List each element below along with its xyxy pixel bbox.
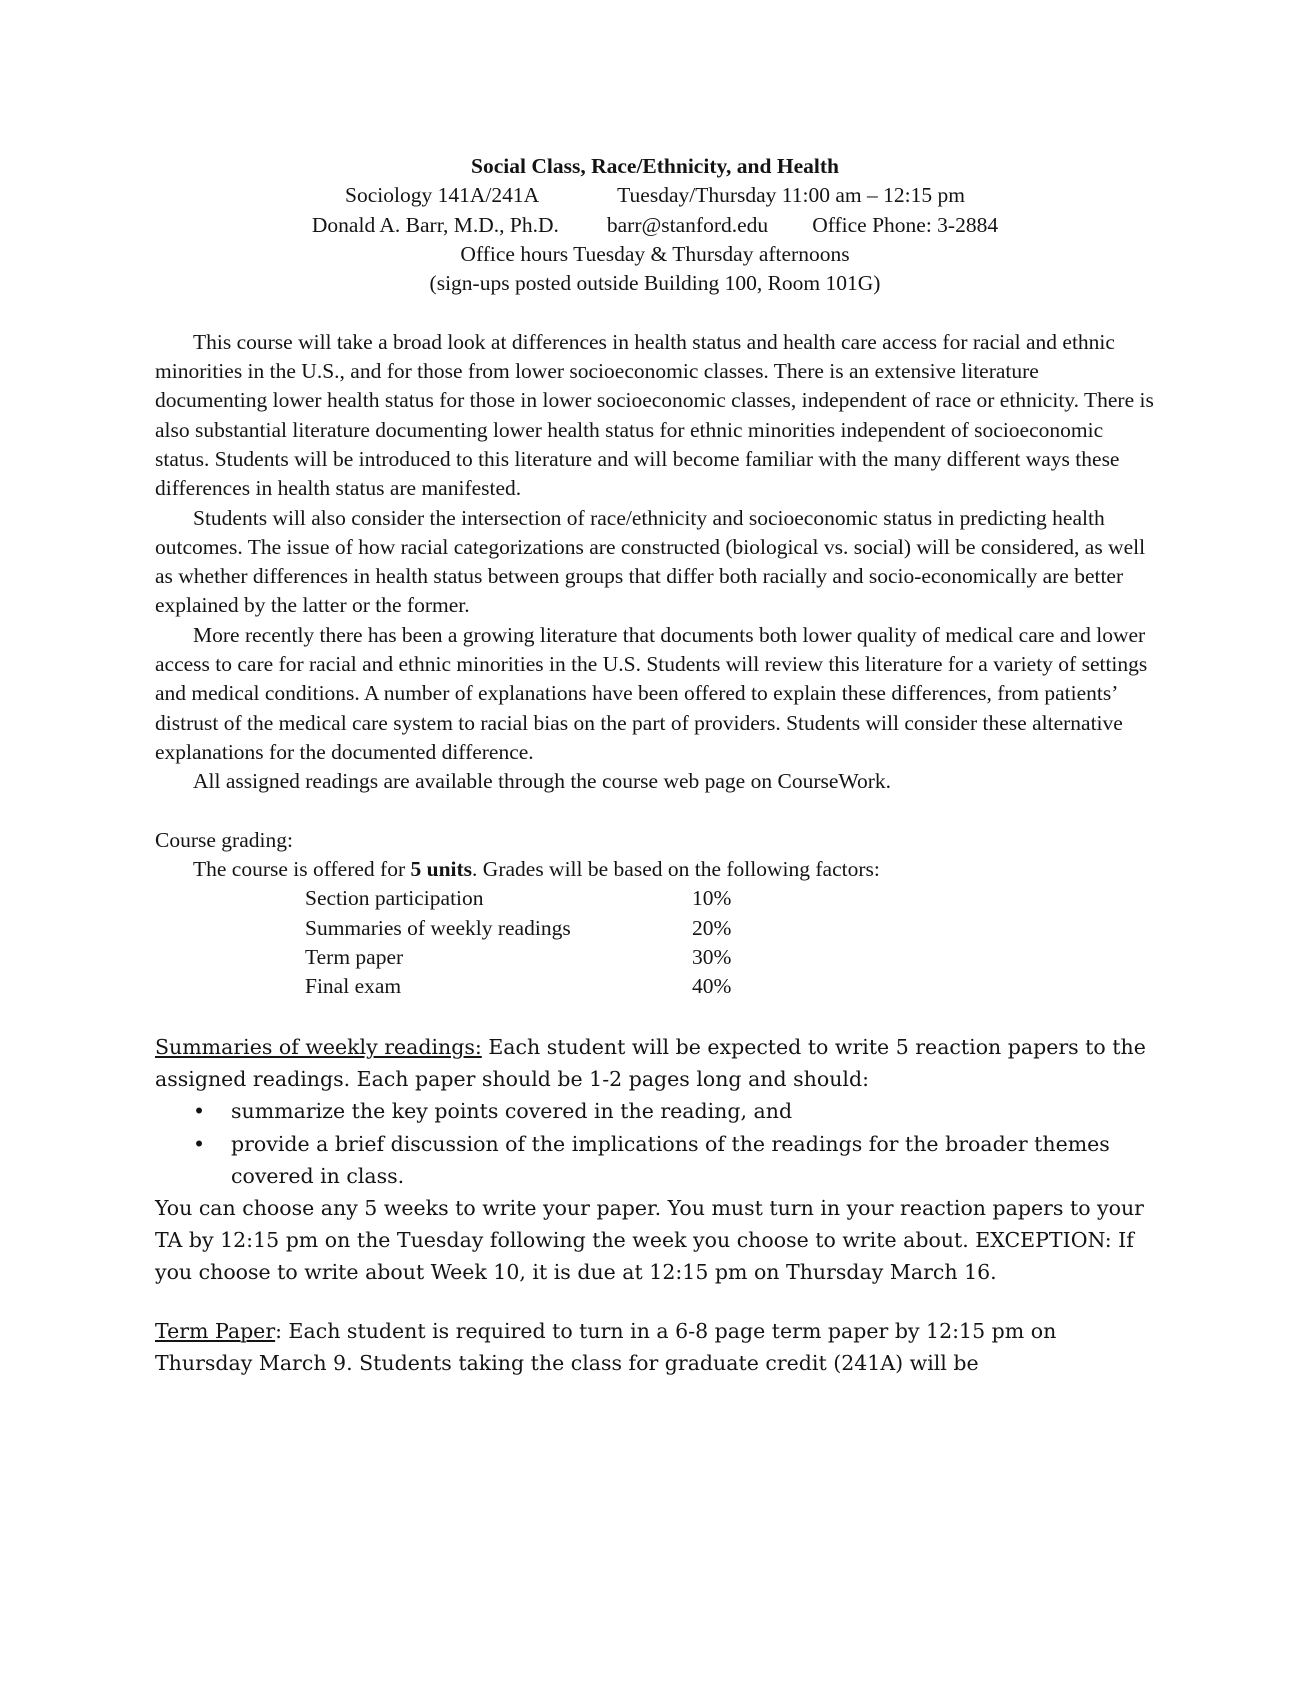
summaries-intro (155, 1031, 1155, 1095)
grading-row (305, 884, 731, 913)
signup-location: (sign-ups posted outside Building 100, Room 101G) (429, 271, 881, 296)
bullet-text: summarize the key points covered in the reading, and (231, 1099, 793, 1124)
grading-intro (155, 855, 1155, 884)
grading-item-label: Final exam (305, 974, 402, 999)
course-number: Sociology 141A/241A (345, 183, 540, 208)
intro-paragraph-1: This course will take a broad look at differences in health status and health care access for racial and ethnic minorities in the U.S., and for those from lower socioeconomic classes. There is an extensive literature documenting lower health status for those in lower socioeconomic classes, independent of race or ethnicity. There is also substantial literature documenting lower health status for ethnic minorities independent of socioeconomic status. Students will be introduced to this literature and will become familiar with the many different ways these differences in health status are manifested. (155, 329, 1154, 501)
intro-paragraph-2: Students will also consider the intersection of race/ethnicity and socioeconomic status in predicting health outcomes. The issue of how racial categorizations are constructed (biological vs. social) will be considered, as well as whether differences in health status between groups that differ both racially and socio-economically are better explained by the latter or the former. (155, 505, 1146, 618)
grading-item-weight: 30% (692, 945, 732, 970)
grading-heading: Course grading: (155, 827, 293, 852)
grading-units: 5 units (410, 857, 473, 882)
grading-item-weight: 20% (692, 915, 732, 940)
term-paper-text-a: : Each student is required to turn in a 6-8 page term paper by 12:15 pm on (275, 1318, 1057, 1343)
term-paper-heading: Term Paper (155, 1318, 276, 1343)
summaries-text: Each student will be expected to write 5 reaction papers to the assigned readings. Each paper should be 1-2 pages long and should: (155, 1034, 1146, 1092)
summaries-closing: You can choose any 5 weeks to write your paper. You must turn in your reaction papers to your TA by 12:15 pm on the Tuesday following the week you choose to write about. EXCEPTION: If you choose to write about Week 10, it is due at 12:15 pm on Thursday March 16. (155, 1195, 1144, 1285)
grading-item-label: Summaries of weekly readings (305, 915, 571, 940)
office-phone: Office Phone: 3-2884 (812, 212, 999, 237)
grading-item-label: Section participation (305, 886, 484, 911)
spacer (155, 797, 1155, 826)
office-hours: Office hours Tuesday & Thursday afternoons (460, 241, 850, 266)
spacer (155, 1289, 1155, 1315)
list-item (155, 1095, 1155, 1127)
term-paper-text-b: Thursday March 9. Students taking the class for graduate credit (241A) will be (155, 1350, 979, 1375)
course-schedule: Tuesday/Thursday 11:00 am – 12:15 pm (617, 183, 965, 208)
instructor-name: Donald A. Barr, M.D., Ph.D. (311, 212, 559, 237)
course-info-line (155, 181, 1155, 210)
bullet-icon: • (193, 1099, 206, 1124)
grading-item-weight: 10% (692, 886, 732, 911)
list-item (155, 1128, 1155, 1192)
course-title: Social Class, Race/Ethnicity, and Health (471, 154, 839, 178)
summaries-section (155, 1031, 1155, 1379)
grading-row (305, 943, 731, 972)
summaries-bullet-list (155, 1095, 1155, 1192)
syllabus-page (155, 152, 1155, 1379)
grading-item-label: Term paper (305, 945, 404, 970)
summaries-heading: Summaries of weekly readings: (155, 1034, 482, 1059)
spacer (155, 298, 1155, 327)
intro-paragraph-4: All assigned readings are available through the course web page on CourseWork. (193, 769, 891, 794)
bullet-icon: • (193, 1131, 206, 1156)
grading-item-weight: 40% (692, 974, 732, 999)
grading-table (305, 884, 731, 1001)
intro-paragraph-3: More recently there has been a growing literature that documents both lower quality of medical care and lower access to care for racial and ethnic minorities in the U.S. Students will review this literature for a variety of settings and medical conditions. A number of explanations have been offered to explain these differences, from patients’ distrust of the medical care system to racial bias on the part of providers. Students will consider these alternative explanations for the documented difference. (155, 622, 1148, 764)
instructor-line (155, 211, 1155, 240)
instructor-email: barr@stanford.edu (606, 212, 769, 237)
spacer (155, 1002, 1155, 1031)
grading-row (305, 972, 731, 1001)
bullet-text: provide a brief discussion of the implications of the readings for the broader themes covered in class. (231, 1131, 1110, 1188)
term-paper-section (155, 1315, 1155, 1379)
grading-intro-text-end: . Grades will be based on the following factors: (472, 857, 880, 882)
grading-intro-text: The course is offered for (193, 857, 411, 882)
term-paper-line-1 (155, 1315, 1155, 1347)
grading-row (305, 914, 731, 943)
